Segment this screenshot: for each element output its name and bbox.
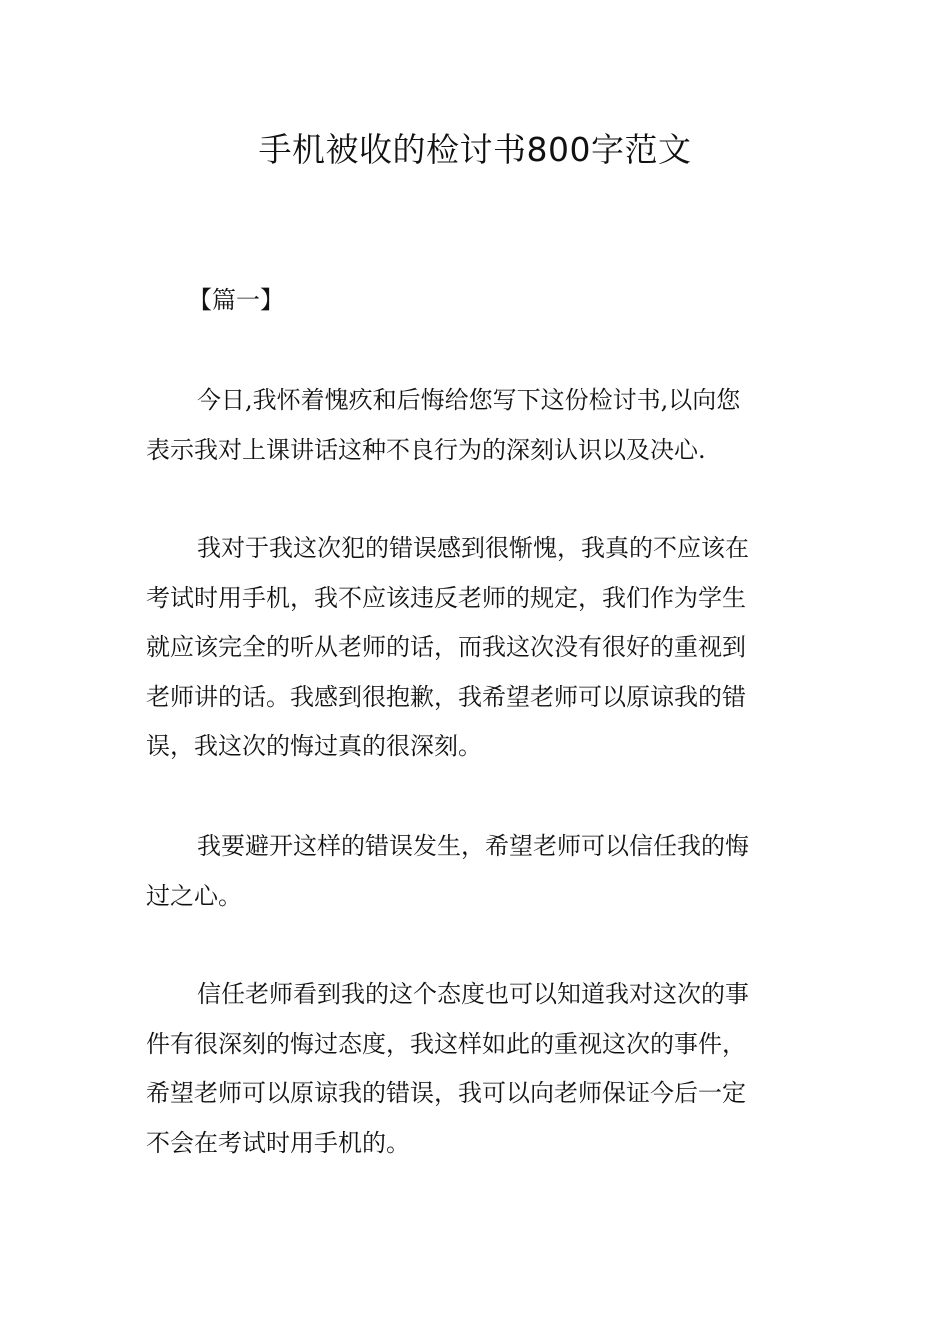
paragraph-line: 误，我这次的悔过真的很深刻。 — [146, 732, 482, 760]
paragraph-line: 过之心。 — [146, 881, 242, 910]
paragraph-line: 我要避开这样的错误发生，希望老师可以信任我的悔 — [197, 832, 749, 860]
paragraph-2 — [146, 524, 806, 772]
paragraph-line: 今日,我怀着愧疚和后悔给您写下这份检讨书,以向您 — [197, 386, 741, 414]
section-heading: 【篇一】 — [188, 286, 284, 314]
paragraph-line: 不会在考试时用手机的。 — [146, 1128, 410, 1157]
paragraph-line: 我对于我这次犯的错误感到很惭愧，我真的不应该在 — [197, 534, 749, 562]
paragraph-line: 考试时用手机，我不应该违反老师的规定，我们作为学生 — [146, 583, 746, 612]
paragraph-3 — [146, 822, 806, 921]
paragraph-4 — [146, 970, 806, 1168]
paragraph-line: 老师讲的话。我感到很抱歉，我希望老师可以原谅我的错 — [146, 682, 746, 711]
paragraph-1 — [146, 376, 806, 475]
document-title: 手机被收的检讨书800字范文 — [258, 130, 692, 169]
paragraph-line: 件有很深刻的悔过态度，我这样如此的重视这次的事件， — [146, 1029, 746, 1058]
paragraph-line: 表示我对上课讲话这种不良行为的深刻认识以及决心. — [146, 435, 706, 464]
paragraph-line: 就应该完全的听从老师的话，而我这次没有很好的重视到 — [146, 633, 746, 661]
paragraph-line: 信任老师看到我的这个态度也可以知道我对这次的事 — [197, 980, 749, 1008]
paragraph-line: 希望老师可以原谅我的错误，我可以向老师保证今后一定 — [146, 1079, 746, 1107]
